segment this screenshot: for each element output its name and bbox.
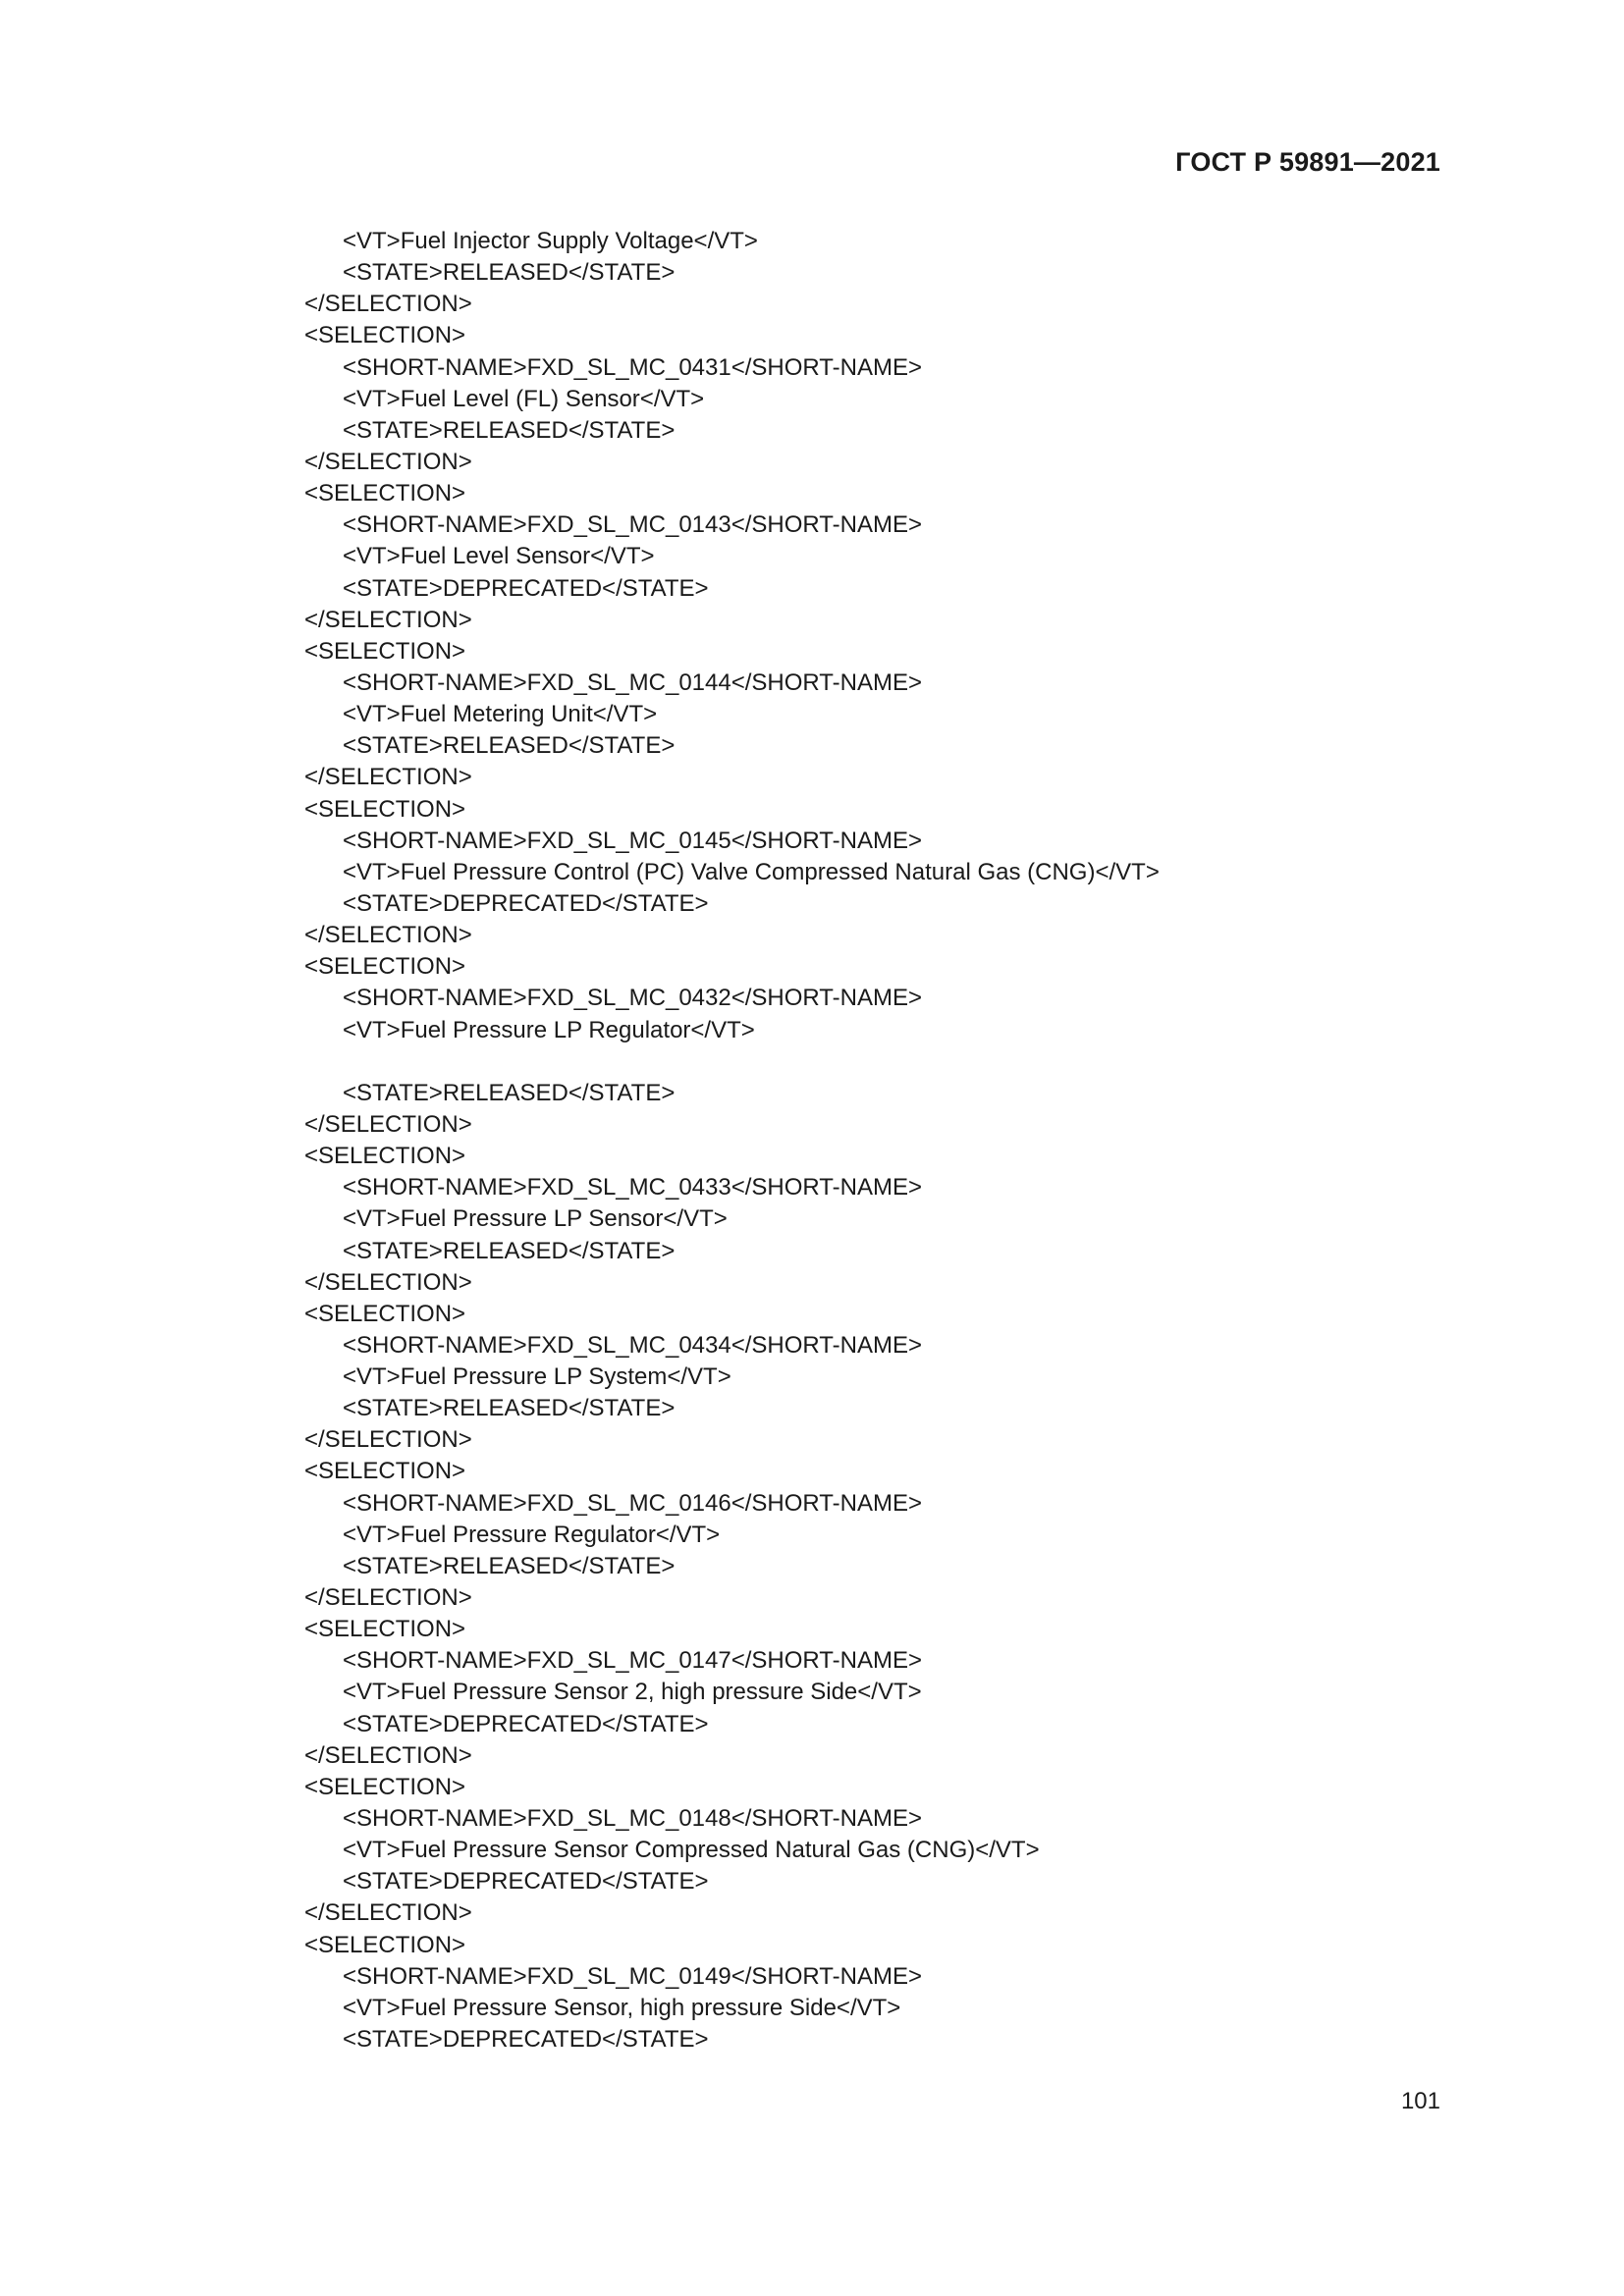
code-line: <SHORT-NAME>FXD_SL_MC_0149</SHORT-NAME> <box>343 1962 922 1990</box>
code-line: </SELECTION> <box>304 1110 472 1138</box>
code-line: </SELECTION> <box>304 764 472 791</box>
code-line: <STATE>DEPRECATED</STATE> <box>343 574 709 602</box>
code-line: <STATE>RELEASED</STATE> <box>343 1552 676 1579</box>
code-line: <STATE>DEPRECATED</STATE> <box>343 1868 709 1896</box>
code-line: <SHORT-NAME>FXD_SL_MC_0145</SHORT-NAME> <box>343 827 922 854</box>
code-line: <SELECTION> <box>304 322 466 349</box>
code-line: <VT>Fuel Level Sensor</VT> <box>343 543 655 570</box>
code-line: <VT>Fuel Pressure LP System</VT> <box>343 1363 731 1391</box>
code-line: </SELECTION> <box>304 1741 472 1769</box>
code-line: <STATE>RELEASED</STATE> <box>343 732 676 760</box>
code-line: <VT>Fuel Pressure LP Regulator</VT> <box>343 1016 755 1043</box>
code-line: <SELECTION> <box>304 1773 466 1800</box>
code-line: <VT>Fuel Pressure Sensor 2, high pressure Side</VT> <box>343 1679 922 1706</box>
code-line: <SELECTION> <box>304 795 466 823</box>
code-line: <SELECTION> <box>304 480 466 507</box>
xml-code-listing <box>304 226 1160 2056</box>
code-line: <SELECTION> <box>304 637 466 665</box>
code-line: </SELECTION> <box>304 606 472 633</box>
code-line: <STATE>RELEASED</STATE> <box>343 259 676 287</box>
code-line: </SELECTION> <box>304 1899 472 1927</box>
code-line: <VT>Fuel Level (FL) Sensor</VT> <box>343 385 705 412</box>
code-line: <SHORT-NAME>FXD_SL_MC_0147</SHORT-NAME> <box>343 1647 922 1675</box>
code-line: <VT>Fuel Injector Supply Voltage</VT> <box>343 228 758 254</box>
code-line: </SELECTION> <box>304 1584 472 1612</box>
code-line: <STATE>RELEASED</STATE> <box>343 1079 676 1106</box>
code-line: </SELECTION> <box>304 1426 472 1454</box>
code-line: <SHORT-NAME>FXD_SL_MC_0432</SHORT-NAME> <box>343 985 922 1012</box>
code-line: <SELECTION> <box>304 1616 466 1643</box>
code-line: <VT>Fuel Pressure Sensor Compressed Natural Gas (CNG)</VT> <box>343 1837 1040 1864</box>
code-line: <SELECTION> <box>304 1300 466 1327</box>
code-line: <STATE>DEPRECATED</STATE> <box>343 2026 709 2054</box>
code-line: <VT>Fuel Pressure Control (PC) Valve Compressed Natural Gas (CNG)</VT> <box>343 858 1160 885</box>
code-line: <SHORT-NAME>FXD_SL_MC_0148</SHORT-NAME> <box>343 1805 922 1833</box>
code-line: <SELECTION> <box>304 1143 466 1170</box>
code-line: <STATE>RELEASED</STATE> <box>343 1237 676 1264</box>
code-line: <VT>Fuel Pressure Sensor, high pressure Side</VT> <box>343 1994 901 2021</box>
code-line: <SELECTION> <box>304 1458 466 1485</box>
code-line: <STATE>RELEASED</STATE> <box>343 1395 676 1422</box>
code-line: </SELECTION> <box>304 1268 472 1296</box>
code-line: <VT>Fuel Pressure Regulator</VT> <box>343 1521 721 1548</box>
code-line: <VT>Fuel Pressure LP Sensor</VT> <box>343 1205 728 1233</box>
page-number: 101 <box>1400 2088 1440 2114</box>
code-line: </SELECTION> <box>304 448 472 475</box>
code-line: <SHORT-NAME>FXD_SL_MC_0434</SHORT-NAME> <box>343 1331 922 1359</box>
code-line: <SHORT-NAME>FXD_SL_MC_0433</SHORT-NAME> <box>343 1174 922 1201</box>
blank-line <box>304 1046 1160 1078</box>
code-line: </SELECTION> <box>304 922 472 949</box>
code-line: <STATE>DEPRECATED</STATE> <box>343 1710 709 1737</box>
code-line: <VT>Fuel Metering Unit</VT> <box>343 701 658 728</box>
code-line: <SHORT-NAME>FXD_SL_MC_0143</SHORT-NAME> <box>343 511 922 539</box>
code-line: <SHORT-NAME>FXD_SL_MC_0431</SHORT-NAME> <box>343 353 922 381</box>
code-line: <SHORT-NAME>FXD_SL_MC_0144</SHORT-NAME> <box>343 668 922 696</box>
document-standard-header: ГОСТ Р 59891—2021 <box>1175 147 1440 177</box>
code-line: <SELECTION> <box>304 953 466 981</box>
code-line: <SELECTION> <box>304 1931 466 1958</box>
code-line: </SELECTION> <box>304 291 472 318</box>
code-line: <STATE>DEPRECATED</STATE> <box>343 889 709 917</box>
code-line: <SHORT-NAME>FXD_SL_MC_0146</SHORT-NAME> <box>343 1489 922 1517</box>
code-line: <STATE>RELEASED</STATE> <box>343 416 676 444</box>
